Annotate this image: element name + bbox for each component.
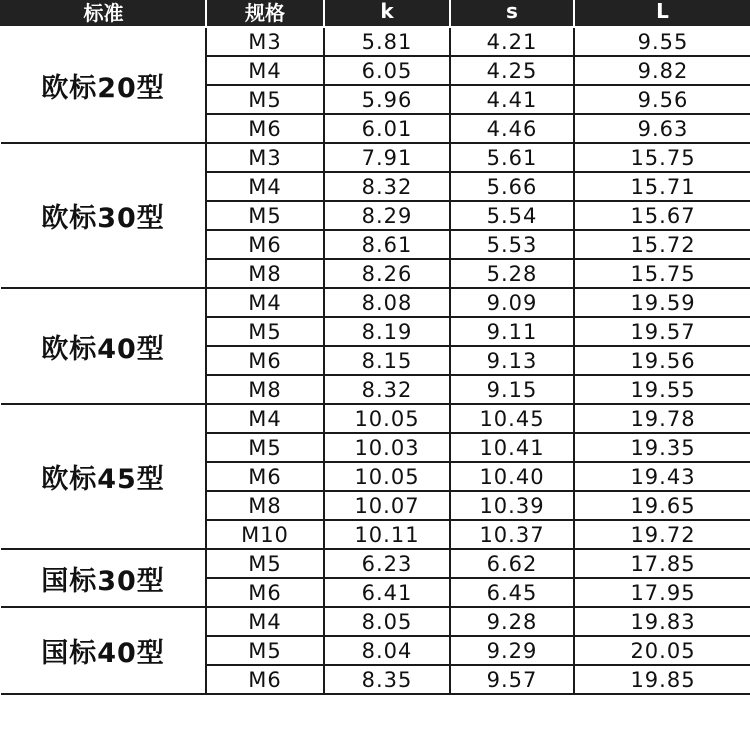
s-cell: 9.11	[450, 317, 574, 346]
k-cell: 8.32	[324, 375, 450, 404]
spec-cell: M5	[206, 317, 324, 346]
s-cell: 5.54	[450, 201, 574, 230]
k-cell: 6.05	[324, 56, 450, 85]
s-cell: 9.29	[450, 636, 574, 665]
s-cell: 10.37	[450, 520, 574, 549]
spec-cell: M4	[206, 56, 324, 85]
spec-cell: M4	[206, 404, 324, 433]
k-cell: 6.23	[324, 549, 450, 578]
spec-cell: M10	[206, 520, 324, 549]
s-cell: 4.21	[450, 27, 574, 56]
s-cell: 6.45	[450, 578, 574, 607]
spec-cell: M4	[206, 607, 324, 636]
s-cell: 9.57	[450, 665, 574, 694]
header-k: k	[324, 0, 450, 27]
spec-cell: M6	[206, 230, 324, 259]
l-cell: 19.57	[574, 317, 750, 346]
k-cell: 10.05	[324, 462, 450, 491]
k-cell: 8.29	[324, 201, 450, 230]
standard-cell: 欧标20型	[1, 27, 206, 143]
k-cell: 10.03	[324, 433, 450, 462]
s-cell: 10.41	[450, 433, 574, 462]
s-cell: 5.61	[450, 143, 574, 172]
k-cell: 8.32	[324, 172, 450, 201]
header-row	[1, 0, 750, 27]
k-cell: 5.81	[324, 27, 450, 56]
spec-cell: M8	[206, 259, 324, 288]
standard-cell: 国标40型	[1, 607, 206, 694]
table-row	[1, 27, 750, 56]
l-cell: 15.75	[574, 259, 750, 288]
spec-cell: M5	[206, 636, 324, 665]
k-cell: 8.26	[324, 259, 450, 288]
l-cell: 17.95	[574, 578, 750, 607]
standard-cell: 欧标30型	[1, 143, 206, 288]
l-cell: 19.55	[574, 375, 750, 404]
l-cell: 19.83	[574, 607, 750, 636]
s-cell: 5.66	[450, 172, 574, 201]
header-standard: 标准	[1, 0, 206, 27]
k-cell: 8.15	[324, 346, 450, 375]
spec-cell: M6	[206, 114, 324, 143]
s-cell: 5.53	[450, 230, 574, 259]
l-cell: 19.85	[574, 665, 750, 694]
l-cell: 17.85	[574, 549, 750, 578]
l-cell: 19.56	[574, 346, 750, 375]
s-cell: 9.15	[450, 375, 574, 404]
k-cell: 8.05	[324, 607, 450, 636]
spec-cell: M6	[206, 346, 324, 375]
l-cell: 15.67	[574, 201, 750, 230]
l-cell: 19.72	[574, 520, 750, 549]
l-cell: 15.72	[574, 230, 750, 259]
s-cell: 4.46	[450, 114, 574, 143]
l-cell: 20.05	[574, 636, 750, 665]
table-row	[1, 607, 750, 636]
k-cell: 10.11	[324, 520, 450, 549]
table-row	[1, 288, 750, 317]
l-cell: 9.82	[574, 56, 750, 85]
s-cell: 9.13	[450, 346, 574, 375]
spec-cell: M4	[206, 172, 324, 201]
standard-cell: 欧标40型	[1, 288, 206, 404]
spec-cell: M5	[206, 201, 324, 230]
l-cell: 15.75	[574, 143, 750, 172]
table-header	[1, 0, 750, 27]
s-cell: 10.39	[450, 491, 574, 520]
k-cell: 8.19	[324, 317, 450, 346]
l-cell: 9.55	[574, 27, 750, 56]
header-spec: 规格	[206, 0, 324, 27]
s-cell: 9.09	[450, 288, 574, 317]
spec-cell: M5	[206, 549, 324, 578]
header-l: L	[574, 0, 750, 27]
s-cell: 4.25	[450, 56, 574, 85]
k-cell: 8.04	[324, 636, 450, 665]
header-s: s	[450, 0, 574, 27]
s-cell: 6.62	[450, 549, 574, 578]
spec-cell: M6	[206, 578, 324, 607]
spec-cell: M5	[206, 433, 324, 462]
s-cell: 5.28	[450, 259, 574, 288]
l-cell: 9.63	[574, 114, 750, 143]
spec-cell: M6	[206, 462, 324, 491]
k-cell: 8.35	[324, 665, 450, 694]
k-cell: 8.08	[324, 288, 450, 317]
s-cell: 9.28	[450, 607, 574, 636]
l-cell: 19.65	[574, 491, 750, 520]
table-body	[1, 27, 750, 694]
l-cell: 19.35	[574, 433, 750, 462]
spec-cell: M6	[206, 665, 324, 694]
s-cell: 10.45	[450, 404, 574, 433]
spec-cell: M3	[206, 27, 324, 56]
k-cell: 10.07	[324, 491, 450, 520]
l-cell: 9.56	[574, 85, 750, 114]
spec-cell: M4	[206, 288, 324, 317]
spec-cell: M8	[206, 491, 324, 520]
standard-cell: 国标30型	[1, 549, 206, 607]
spec-cell: M5	[206, 85, 324, 114]
s-cell: 10.40	[450, 462, 574, 491]
table-row	[1, 404, 750, 433]
s-cell: 4.41	[450, 85, 574, 114]
standard-cell: 欧标45型	[1, 404, 206, 549]
spec-cell: M8	[206, 375, 324, 404]
k-cell: 6.01	[324, 114, 450, 143]
l-cell: 19.78	[574, 404, 750, 433]
k-cell: 5.96	[324, 85, 450, 114]
spec-cell: M3	[206, 143, 324, 172]
l-cell: 19.43	[574, 462, 750, 491]
table-row	[1, 549, 750, 578]
k-cell: 7.91	[324, 143, 450, 172]
k-cell: 10.05	[324, 404, 450, 433]
k-cell: 8.61	[324, 230, 450, 259]
l-cell: 19.59	[574, 288, 750, 317]
l-cell: 15.71	[574, 172, 750, 201]
k-cell: 6.41	[324, 578, 450, 607]
table-row	[1, 143, 750, 172]
